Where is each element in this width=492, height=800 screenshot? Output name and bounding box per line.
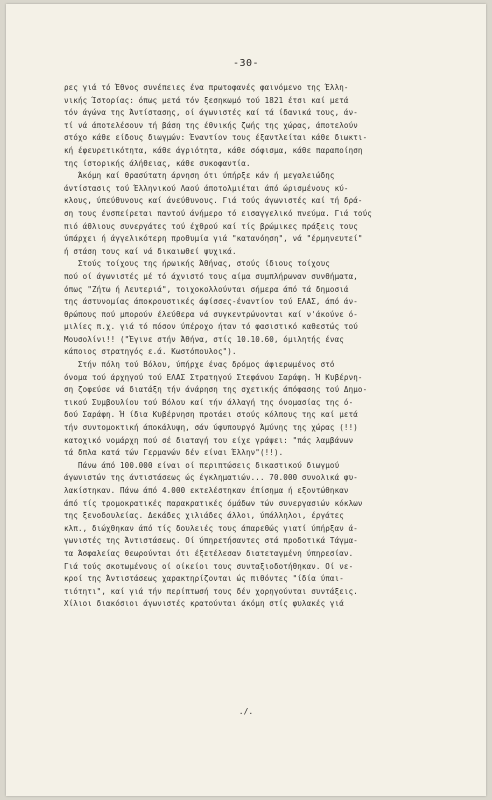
closing-mark: ./. — [238, 707, 254, 716]
text-line: δού Σαράφη. Ή ίδια Κυβέρνηση προτάει στούς κόλπους της καί μετά — [64, 410, 358, 420]
text-line: Άκόμη καί θρασύτατη άρνηση ότι ύπήρξε κάν ή μεγαλειώδης — [64, 171, 335, 181]
text-line: μιλίες π.χ. γιά τό πόσον ύπέροχο ήταν τό φασιστικό καθεστώς τού — [64, 322, 358, 332]
text-line: άπό τίς τρομοκρατικές παρακρατικές όμάδων τών συνεργασιών κόκλων — [64, 498, 363, 508]
text-line: τα Άσφαλείας θεωρούνται ότι έξετέλεσαν διατεταγμένη ύπηρεσίαν. — [64, 548, 354, 558]
text-line: της ίστορικής άλήθειας, κάθε συκοφαντία. — [64, 158, 251, 168]
text-line: κατοχικό νομάρχη πού σέ διαταγή του είχε γράψει: "πάς λαμβάνων — [64, 435, 354, 445]
text-line: Στήν πόλη τού Βόλου, ύπήρχε ένας δρόμος άφιερωμένος στό — [64, 360, 335, 370]
text-line: στόχο κάθε είδους διωγμών: Έναντίον τους έξαντλείται κάθε διωκτι- — [64, 133, 368, 143]
text-line: όνομα τού άρχηγού τού ΕΛΑΣ Στρατηγού Στεφάνου Σαράφη. Ή Κυβέρνη- — [64, 372, 363, 382]
text-line: Μουσολίνι!! ("Έγινε στήν Άθήνα, στίς 10.10.60, όμιλητής ένας — [64, 334, 344, 344]
text-line: τί νά άποτελέσουν τή βάση της έθνικής ζωής της χώρας, άποτελούν — [64, 120, 358, 130]
text-line: τικού Συμβουλίου τού Βόλου καί τήν άλλαγή της όνομασίας της ό- — [64, 397, 354, 407]
text-line: κλπ., διώχθηκαν άπό τίς δουλειές τους άπαρεθώς γιατί ύπήρξαν ά- — [64, 523, 358, 533]
body-text — [64, 82, 464, 611]
text-line: ση τους ένσπείρεται παντού άνήμερο τό εισαγγελικό πνεύμα. Γιά τούς — [64, 208, 372, 218]
page-number: -30- — [232, 58, 260, 69]
text-line: ρες γιά τό Έθνος συνέπειες ένα πρωτοφανές φαινόμενο της Έλλη- — [64, 83, 349, 92]
text-line: τά δπλα κατά τών Γερμανών δέν είναι Έλλην"(!!). — [64, 448, 284, 458]
text-line: Γιά τούς σκοτωμένους οί οίκείοι τους συνταξιοδοτήθηκαν. Οί νε- — [64, 561, 354, 571]
text-line: της ξενοδουλείας. Δεκάδες χιλιάδες άλλοι, ύπάλληλοι, έργάτες — [64, 511, 344, 521]
text-line: όπως "Ζήτω ή Λευτεριά", τοιχοκολλούνται σήμερα άπό τά δημοσιά — [64, 284, 349, 294]
text-line: λακίστηκαν. Πάνω άπό 4.000 εκτελέστηκαν έπίσημα ή εξοντώθηκαν — [64, 486, 349, 495]
document-page — [6, 4, 486, 796]
text-line: άγωνιστών της άντιστάσεως ώς έγκληματιών... 70.000 συνολικά φυ- — [64, 473, 358, 483]
text-line: ή στάση τους καί νά δικαιωθεί ψυχικά. — [64, 246, 237, 256]
text-line: τόν άγώνα της Άντίστασης, οί άγωνιστές καί τά ίδανικά τους, άν- — [64, 108, 358, 118]
text-line: γωνιστές της Άντιστάσεως. Οί ύπηρετήσαντες στά προδοτικά Τάγμα- — [64, 536, 358, 546]
text-line: ύπάρχει ή άγγελικότερη προθυμία γιά "κατανόηση", νά "έρμηνευτεί" — [64, 234, 363, 244]
text-line: κροί της Άντιστάσεως χαρακτηρίζονται ώς πιθόντες "ίδία ύπαι- — [64, 574, 344, 584]
text-line: κή έφευρετικότητα, κάθε άγριότητα, κάθε σόφισμα, κάθε παραποίηση — [64, 145, 363, 155]
text-line: Χίλιοι διακόσιοι άγωνιστές κρατούνται άκόμη στίς φυλακές γιά — [64, 599, 344, 609]
text-line: κλους, ύπεύθυνους καί άνεύθυνους. Γιά τούς άγωνιστές καί τή δρά- — [64, 196, 363, 206]
text-line: Πάνω άπό 100.000 είναι οί περιπτώσεις δικαστικού διωγμού — [64, 460, 340, 470]
text-line: πού οί άγωνιστές μέ τό άχνιστό τους αίμα συμπλήρωναν συνθήματα, — [64, 271, 358, 281]
text-line: ση ζοφεύσε νά διατάξη τήν άνάρηση της σχετικής άπόφασης τού Δημο- — [64, 385, 368, 395]
text-line: τήν συντομοκτική άποκάλυψη, σάν ύφυπουργό Άμύνης της χώρας (!!) — [64, 423, 358, 433]
text-line: νικής Ίστορίας: όπως μετά τόν ξεσηκωμό τού 1821 έτσι καί μετά — [64, 95, 349, 105]
text-line: άντίστασις τού Έλληνικού Λαού άποτολμιέται άπό ώρισμένους κύ- — [64, 183, 349, 193]
text-line: της άστυνομίας άποκρουστικές άφίσσες-έναντίον τού ΕΛΑΣ, άπό άν- — [64, 297, 358, 307]
text-line: θρώπους πού μπορούν έλεύθερα νά συγκεντρώνονται καί ν'άκούνε ό- — [64, 309, 358, 319]
text-line: κάποιος στρατηγός ε.ά. Κωστόπουλος"). — [64, 347, 237, 357]
text-line: πιό άθλιους συνεργάτες τού έχθρού καί τίς βρώμικες πράξεις τους — [64, 221, 358, 231]
text-line: τιότητι", καί γιά τήν περίπτωσή τους δέν χορηγούνται συντάξεις. — [64, 586, 358, 596]
text-line: Στούς τοίχους της ήρωικής Άθήνας, στούς ίδιους τοίχους — [64, 259, 330, 269]
